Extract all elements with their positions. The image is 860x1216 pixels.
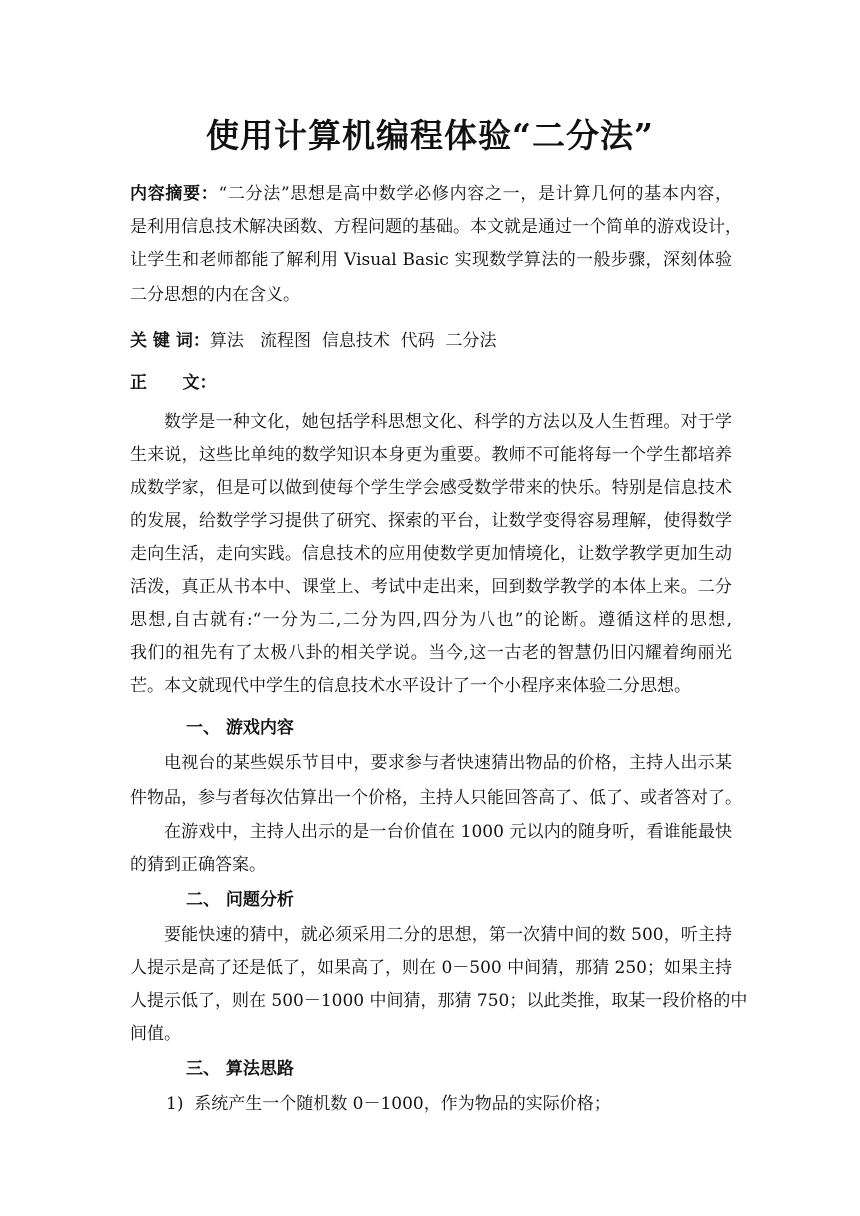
section1-line: 件物品，参与者每次估算出一个价格，主持人只能回答高了、低了、或者答对了。 — [130, 788, 742, 808]
intro-line: 活泼，真正从书本中、课堂上、考试中走出来，回到数学教学的本体上来。二分 — [130, 577, 732, 597]
intro-line: 我们的祖先有了太极八卦的相关学说。当今,这一古老的智慧仍旧闪耀着绚丽光 — [130, 643, 732, 663]
abstract-line: 是利用信息技术解决函数、方程问题的基础。本文就是通过一个简单的游戏设计， — [130, 217, 742, 237]
section2-line: 人提示是高了还是低了，如果高了，则在 0－500 中间猜，那猜 250；如果主持 — [130, 958, 732, 978]
section2-line: 要能快速的猜中，就必须采用二分的思想，第一次猜中间的数 500，听主持 — [164, 925, 732, 945]
document-title: 使用计算机编程体验“二分法” — [206, 116, 654, 155]
intro-line: 数学是一种文化，她包括学科思想文化、科学的方法以及人生哲理。对于学 — [164, 412, 732, 432]
abstract-line: 让学生和老师都能了解利用 Visual Basic 实现数学算法的一般步骤，深刻体验 — [130, 250, 732, 270]
intro-line: 成数学家，但是可以做到使每个学生学会感受数学带来的快乐。特别是信息技术 — [130, 478, 732, 498]
section1-line: 电视台的某些娱乐节目中，要求参与者快速猜出物品的价格，主持人出示某 — [164, 753, 732, 773]
abstract-text: “二分法”思想是高中数学必修内容之一，是计算几何的基本内容， — [218, 184, 733, 204]
abstract-line: 二分思想的内在含义。 — [130, 285, 300, 305]
section-heading-algorithm: 三、 算法思路 — [186, 1059, 294, 1079]
section2-line: 间值。 — [130, 1024, 181, 1044]
keywords-value: 算法 流程图 信息技术 代码 二分法 — [209, 331, 497, 351]
intro-line: 思想,自古就有:“一分为二,二分为四,四分为八也”的论断。遵循这样的思想, — [130, 610, 732, 630]
section-heading-game-content: 一、 游戏内容 — [186, 718, 294, 738]
section2-line: 人提示低了，则在 500－1000 中间猜，那猜 750；以此类推，取某一段价格的中 — [130, 991, 748, 1011]
keywords-line — [130, 328, 732, 354]
keywords-label: 关 键 词： — [130, 331, 210, 351]
intro-line: 走向生活，走向实践。信息技术的应用使数学更加情境化，让数学教学更加生动 — [130, 544, 732, 564]
algorithm-step: 1) 系统产生一个随机数 0－1000，作为物品的实际价格； — [166, 1094, 611, 1114]
body-label: 正 文： — [130, 373, 217, 393]
intro-line: 生来说，这些比单纯的数学知识本身更为重要。教师不可能将每一个学生都培养 — [130, 445, 732, 465]
intro-line: 的发展，给数学学习提供了研究、探索的平台，让数学变得容易理解，使得数学 — [130, 511, 732, 531]
intro-line: 芒。本文就现代中学生的信息技术水平设计了一个小程序来体验二分思想。 — [130, 676, 691, 696]
abstract-label: 内容摘要： — [130, 184, 219, 204]
abstract-line — [130, 181, 732, 207]
section1-line: 在游戏中，主持人出示的是一台价值在 1000 元以内的随身听，看谁能最快 — [164, 822, 732, 842]
section1-line: 的猜到正确答案。 — [130, 855, 266, 875]
section-heading-problem-analysis: 二、 问题分析 — [186, 890, 294, 910]
